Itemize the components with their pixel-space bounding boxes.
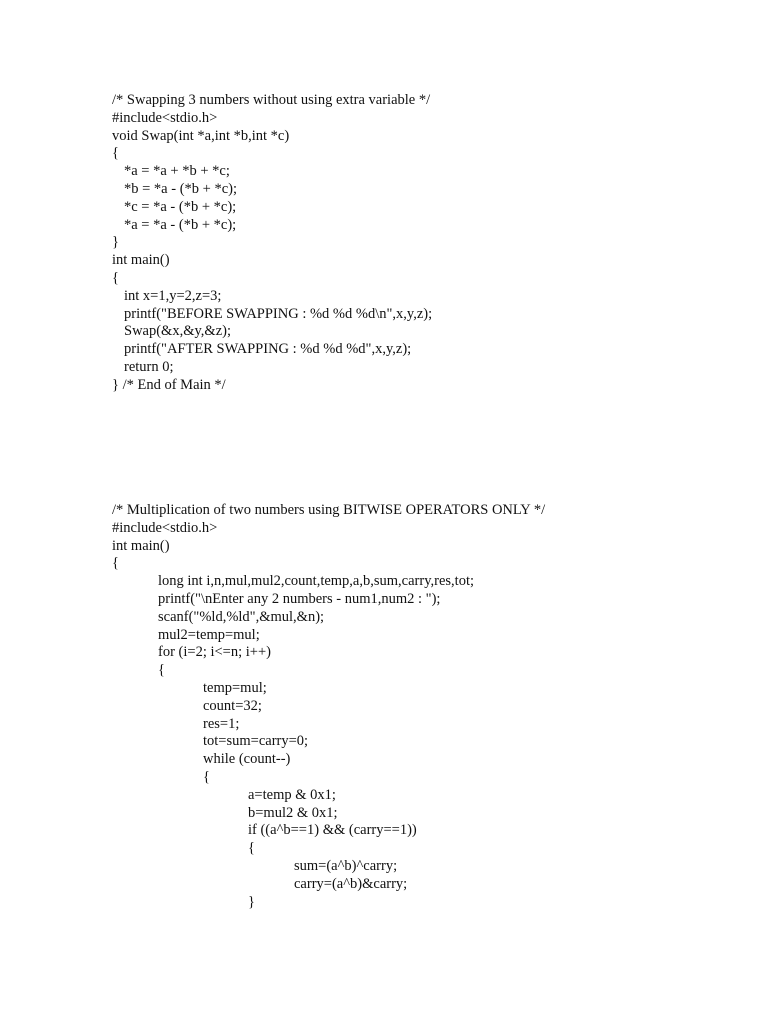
code-line: *a = *a + *b + *c; (124, 163, 230, 180)
code-line: while (count--) (203, 751, 291, 768)
code-line: scanf("%ld,%ld",&mul,&n); (158, 608, 325, 625)
code-line: #include<stdio.h> (112, 519, 218, 536)
code-line: void Swap(int *a,int *b,int *c) (112, 127, 290, 144)
code-line: Swap(&x,&y,&z); (124, 323, 231, 340)
code-line: int main() (112, 537, 170, 554)
code-line: int main() (112, 252, 170, 269)
code-line: long int i,n,mul,mul2,count,temp,a,b,sum,carry,res,tot; (158, 573, 474, 590)
code-line: if ((a^b==1) && (carry==1)) (248, 822, 417, 839)
code-line: { (112, 145, 119, 162)
code-line: carry=(a^b)&carry; (294, 875, 408, 892)
code-line: printf("\nEnter any 2 numbers - num1,num2 : "); (158, 590, 441, 607)
code-line: { (248, 840, 255, 857)
code-line: } (112, 234, 119, 251)
code-line: int x=1,y=2,z=3; (124, 287, 222, 304)
code-line: return 0; (124, 358, 174, 375)
code-line: b=mul2 & 0x1; (248, 804, 338, 821)
code-line: { (112, 269, 119, 286)
code-line: for (i=2; i<=n; i++) (158, 644, 271, 661)
code-line: tot=sum=carry=0; (203, 733, 309, 750)
code-line: { (158, 662, 165, 679)
code-line: { (203, 768, 210, 785)
code-line: *a = *a - (*b + *c); (124, 216, 237, 233)
code-line: printf("BEFORE SWAPPING : %d %d %d\n",x,y,z); (124, 305, 433, 322)
code-line: temp=mul; (203, 679, 267, 696)
code-line: a=temp & 0x1; (248, 786, 336, 803)
code-line: sum=(a^b)^carry; (294, 857, 398, 874)
code-line: *b = *a - (*b + *c); (124, 180, 237, 197)
code-line: printf("AFTER SWAPPING : %d %d %d",x,y,z); (124, 341, 412, 358)
code-line: *c = *a - (*b + *c); (124, 198, 237, 215)
code-line: mul2=temp=mul; (158, 626, 260, 643)
code-line: } (248, 893, 255, 910)
code-line: count=32; (203, 697, 262, 714)
multiply-program-code (112, 502, 732, 911)
swap-program-code (112, 92, 732, 395)
code-line: res=1; (203, 715, 240, 732)
code-comment: /* Swapping 3 numbers without using extra variable */ (112, 92, 431, 108)
code-line: #include<stdio.h> (112, 109, 218, 126)
code-comment: /* Multiplication of two numbers using BITWISE OPERATORS ONLY */ (112, 502, 546, 518)
code-line: } /* End of Main */ (112, 376, 226, 393)
code-line: { (112, 555, 119, 572)
